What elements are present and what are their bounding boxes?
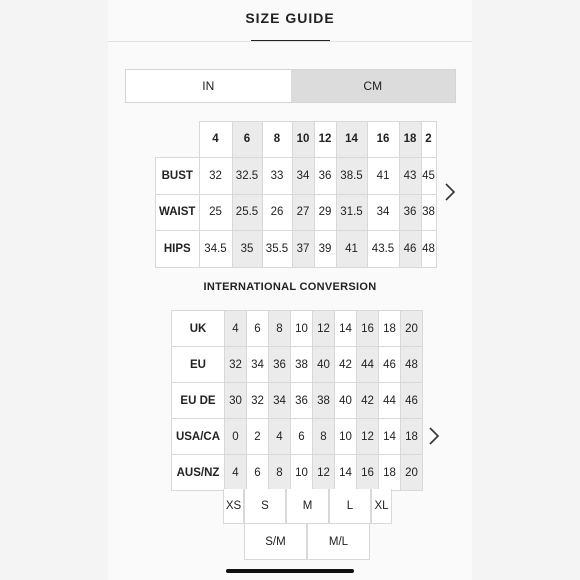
conversion-row [172,347,423,383]
conversion-row [172,383,423,419]
conversion-cell: 12 [313,455,335,491]
conversion-cell: 46 [401,383,423,419]
conversion-cell: 40 [313,347,335,383]
conversion-cell: 8 [269,455,291,491]
conversion-cell: 38 [291,347,313,383]
conversion-row-label: AUS/NZ [172,455,225,491]
size-cell: 41 [367,157,399,194]
size-cell: 35 [232,230,262,267]
letter-size-label: S [244,489,286,524]
conversion-cell: 12 [357,419,379,455]
unit-cm-button[interactable]: CM [291,70,456,102]
size-cell: 43.5 [367,230,399,267]
conversion-row-label: UK [172,311,225,347]
size-table-viewport[interactable] [155,121,435,264]
chevron-right-icon[interactable] [424,424,444,448]
size-row-label: HIPS [156,230,200,267]
size-table [155,121,437,268]
size-cell: 32.5 [232,157,262,194]
conversion-cell: 8 [313,419,335,455]
conversion-cell: 34 [247,347,269,383]
size-row-label: WAIST [156,194,200,230]
conversion-cell: 12 [313,311,335,347]
letter-size-row [223,489,392,524]
size-cell: 27 [292,194,314,230]
conversion-row [172,455,423,491]
conversion-cell: 0 [225,419,247,455]
size-header-cell: 6 [232,122,262,158]
conversion-cell: 4 [225,455,247,491]
letter-size-label: L [329,489,371,524]
size-cell: 25.5 [232,194,262,230]
conversion-cell: 20 [401,311,423,347]
conversion-cell: 6 [247,311,269,347]
conversion-cell: 18 [401,419,423,455]
size-row-label: BUST [156,157,200,194]
conversion-cell: 4 [225,311,247,347]
conversion-cell: 16 [357,455,379,491]
conversion-cell: 4 [269,419,291,455]
conversion-title: INTERNATIONAL CONVERSION [203,281,377,293]
combined-size-row [244,524,370,560]
size-cell: 26 [262,194,292,230]
conversion-cell: 18 [379,455,401,491]
conversion-cell: 16 [357,311,379,347]
conversion-cell: 42 [335,347,357,383]
size-cell: 38.5 [336,157,367,194]
conversion-cell: 36 [291,383,313,419]
conversion-cell: 18 [379,311,401,347]
conversion-cell: 2 [247,419,269,455]
conversion-cell: 10 [335,419,357,455]
conversion-cell: 14 [379,419,401,455]
table-corner [156,122,200,158]
size-cell: 37 [292,230,314,267]
combined-size-label: S/M [244,524,307,560]
conversion-cell: 14 [335,311,357,347]
conversion-cell: 8 [269,311,291,347]
size-cell: 34 [367,194,399,230]
conversion-cell: 6 [247,455,269,491]
size-cell: 41 [336,230,367,267]
size-header-row [156,122,437,158]
conversion-table-viewport[interactable] [171,310,418,490]
conversion-cell: 20 [401,455,423,491]
conversion-cell: 34 [269,383,291,419]
letter-size-label: XL [371,489,392,524]
conversion-cell: 10 [291,455,313,491]
conversion-row-label: USA/CA [172,419,225,455]
size-header-cell: 2 [421,122,436,158]
size-cell: 29 [314,194,336,230]
conversion-cell: 46 [379,347,401,383]
size-cell: 48 [421,230,436,267]
page-title: SIZE GUIDE [245,10,335,26]
conversion-cell: 6 [291,419,313,455]
size-header-cell: 16 [367,122,399,158]
combined-size-label: M/L [307,524,370,560]
header-divider [108,41,472,42]
size-cell: 31.5 [336,194,367,230]
conversion-cell: 10 [291,311,313,347]
size-row [156,157,437,194]
size-header-cell: 12 [314,122,336,158]
size-cell: 46 [399,230,421,267]
size-cell: 35.5 [262,230,292,267]
conversion-cell: 14 [335,455,357,491]
size-cell: 43 [399,157,421,194]
conversion-cell: 48 [401,347,423,383]
conversion-cell: 30 [225,383,247,419]
conversion-row [172,311,423,347]
size-header-cell: 10 [292,122,314,158]
size-header-cell: 4 [199,122,232,158]
size-cell: 39 [314,230,336,267]
size-cell: 25 [199,194,232,230]
size-header-cell: 8 [262,122,292,158]
conversion-cell: 40 [335,383,357,419]
size-row [156,230,437,267]
conversion-table [171,310,423,491]
conversion-cell: 38 [313,383,335,419]
conversion-cell: 44 [357,347,379,383]
home-indicator [226,569,354,573]
conversion-cell: 32 [247,383,269,419]
size-cell: 36 [399,194,421,230]
conversion-cell: 36 [269,347,291,383]
conversion-cell: 44 [379,383,401,419]
size-header-cell: 14 [336,122,367,158]
size-cell: 33 [262,157,292,194]
size-cell: 45 [421,157,436,194]
conversion-cell: 42 [357,383,379,419]
unit-in-button[interactable]: IN [126,70,291,102]
size-cell: 34 [292,157,314,194]
size-cell: 34.5 [199,230,232,267]
unit-toggle [125,69,456,103]
conversion-row [172,419,423,455]
size-cell: 32 [199,157,232,194]
size-row [156,194,437,230]
size-cell: 36 [314,157,336,194]
chevron-right-icon[interactable] [440,180,460,204]
size-cell: 38 [421,194,436,230]
conversion-row-label: EU DE [172,383,225,419]
size-header-cell: 18 [399,122,421,158]
letter-size-label: XS [223,489,244,524]
conversion-row-label: EU [172,347,225,383]
conversion-cell: 32 [225,347,247,383]
letter-size-label: M [286,489,329,524]
